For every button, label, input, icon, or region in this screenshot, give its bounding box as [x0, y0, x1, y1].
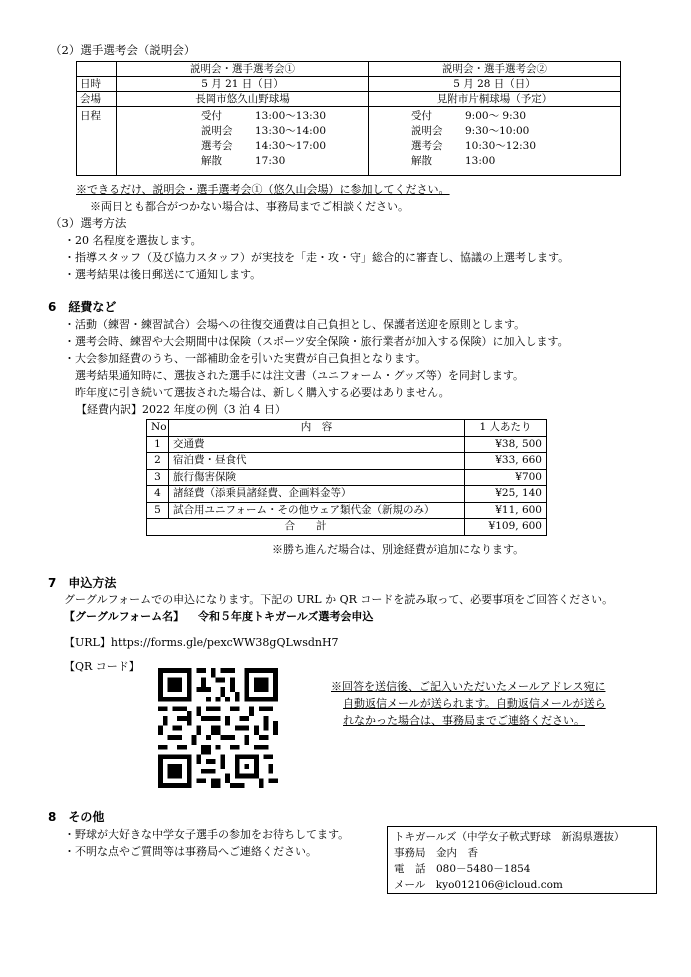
cost-breakdown-table: [146, 419, 547, 536]
table-row: [77, 77, 621, 92]
form-name: 令和５年度トキガールズ選考会申込: [197, 610, 374, 623]
empty-cell: [77, 62, 117, 77]
header-no: No: [147, 420, 169, 437]
list-item: 昨年度に引き続いて選抜された場合は、新しく購入する必要はありません。: [64, 386, 450, 399]
list-item: ・選考結果は後日郵送にて通知します。: [64, 268, 262, 281]
header-amount: 1 人あたり: [465, 420, 547, 437]
contact-org: トキガールズ（中学女子軟式野球 新潟県選抜）: [394, 831, 625, 843]
table-row: [77, 92, 621, 107]
list-item: ・指導スタッフ（及び協力スタッフ）が実技を「走・攻・守」総合的に審査し、協議の上選考します。: [64, 251, 570, 264]
section-2-heading: （2）選手選考会（説明会）: [50, 43, 196, 57]
note-line: 自動返信メールが送られます。自動返信メールが送ら: [343, 697, 606, 710]
form-name-row: [64, 608, 373, 624]
cost-breakdown-title: 【経費内訳】2022 年度の例（3 泊 4 日）: [76, 403, 286, 416]
form-url-link[interactable]: https://forms.gle/pexcWW38gQLwsdnH7: [110, 636, 339, 649]
schedule-label: 日程: [77, 107, 117, 176]
application-description: グーグルフォームでの申込になります。下記の URL か QR コードを読み取って、必要事項をご回答ください。: [64, 593, 614, 606]
auto-reply-note: [331, 678, 606, 729]
session-1-schedule: [117, 107, 369, 176]
list-item: ・選考会時、練習や大会期間中は保険（スポーツ安全保険・旅行業者が加入する保険）に加入します。: [64, 335, 569, 348]
venue-label: 会場: [77, 92, 117, 107]
table-row: [147, 519, 547, 536]
slot-label: 受付: [411, 110, 432, 122]
list-item: ・不明な点やご質問等は事務局へご連絡ください。: [64, 845, 317, 858]
contact-phone[interactable]: 電 話 080－5480－1854: [394, 863, 531, 875]
row-amount: ¥33, 660: [465, 453, 547, 470]
row-amount: ¥11, 600: [465, 502, 547, 519]
slot-time: 13:30～14:00: [255, 125, 327, 137]
slot-label: 選考会: [201, 140, 233, 152]
note-line: れなかった場合は、事務局までご連絡ください。: [343, 714, 585, 727]
slot-label: 選考会: [411, 140, 443, 152]
consult-note: ※両日とも都合がつかない場合は、事務局までご相談ください。: [90, 200, 409, 213]
session-1-header: 説明会・選手選考会①: [117, 62, 369, 77]
contact-box: [387, 826, 657, 894]
contact-office: 事務局 金内 香: [394, 847, 478, 859]
row-no: 4: [147, 486, 169, 503]
row-content: 試合用ユニフォーム・その他ウェア類代金（新規のみ）: [169, 502, 465, 519]
list-item: ・野球が大好きな中学女子選手の参加をお待ちしてます。: [64, 828, 350, 841]
list-item: ・活動（練習・練習試合）会場への往復交通費は自己負担とし、保護者送迎を原則とします。: [64, 318, 526, 331]
section-3-heading: （3）選考方法: [50, 216, 127, 230]
session-2-schedule: [369, 107, 621, 176]
header-content: 内 容: [169, 420, 465, 437]
row-content: 宿泊費・昼食代: [169, 453, 465, 470]
slot-time: 14:30～17:00: [255, 140, 327, 152]
table-row: [147, 420, 547, 437]
total-label: 合 計: [147, 519, 465, 536]
table-row: [147, 469, 547, 486]
row-content: 交通費: [169, 436, 465, 453]
row-amount: ¥38, 500: [465, 436, 547, 453]
section-6-heading: 6 経費など: [48, 300, 117, 314]
table-row: [147, 453, 547, 470]
row-content: 諸経費（添乗員諸経費、企画料金等）: [169, 486, 465, 503]
row-no: 3: [147, 469, 169, 486]
row-no: 1: [147, 436, 169, 453]
session-2-venue: 見附市片桐球場（予定）: [369, 92, 621, 107]
row-amount: ¥25, 140: [465, 486, 547, 503]
row-amount: ¥700: [465, 469, 547, 486]
slot-time: 10:30～12:30: [465, 140, 537, 152]
selection-schedule-table: [76, 61, 621, 176]
table-row: [77, 62, 621, 77]
slot-label: 解散: [201, 155, 222, 167]
total-amount: ¥109, 600: [465, 519, 547, 536]
session-1-venue: 長岡市悠久山野球場: [117, 92, 369, 107]
list-item: 選考結果通知時に、選抜された選手には注文書（ユニフォーム・グッズ等）を同封します。: [64, 369, 525, 382]
slot-time: 13:00: [465, 155, 496, 167]
form-name-label: 【グーグルフォーム名】: [64, 610, 185, 623]
contact-email[interactable]: メール kyo012106@icloud.com: [394, 879, 563, 891]
section-8-heading: 8 その他: [48, 810, 105, 824]
slot-time: 9:30～10:00: [465, 125, 530, 137]
slot-label: 説明会: [411, 125, 443, 137]
slot-time: 9:00～ 9:30: [465, 110, 526, 122]
slot-time: 13:00～13:30: [255, 110, 327, 122]
url-label: 【URL】: [64, 636, 111, 649]
session-2-date: 5 月 28 日（日）: [369, 77, 621, 92]
table-row: [147, 486, 547, 503]
row-content: 旅行傷害保険: [169, 469, 465, 486]
venue-note: ※できるだけ、説明会・選手選考会①（悠久山会場）に参加してください。: [76, 183, 450, 196]
slot-label: 説明会: [201, 125, 233, 137]
date-label: 日時: [77, 77, 117, 92]
slot-label: 解散: [411, 155, 432, 167]
qr-code[interactable]: [158, 668, 278, 788]
extra-cost-note: ※勝ち進んだ場合は、別途経費が追加になります。: [272, 543, 525, 556]
session-2-header: 説明会・選手選考会②: [369, 62, 621, 77]
row-no: 5: [147, 502, 169, 519]
table-row: [77, 107, 621, 176]
url-row: [64, 634, 339, 650]
qr-label: 【QR コード】: [64, 660, 140, 673]
table-row: [147, 502, 547, 519]
note-line: ※回答を送信後、ご記入いただいたメールアドレス宛に: [331, 680, 606, 693]
table-row: [147, 436, 547, 453]
row-no: 2: [147, 453, 169, 470]
slot-time: 17:30: [255, 155, 286, 167]
list-item: ・20 名程度を選抜します。: [64, 234, 202, 247]
session-1-date: 5 月 21 日（日）: [117, 77, 369, 92]
slot-label: 受付: [201, 110, 222, 122]
list-item: ・大会参加経費のうち、一部補助金を引いた実費が自己負担となります。: [64, 352, 427, 365]
section-7-heading: 7 申込方法: [48, 576, 117, 590]
